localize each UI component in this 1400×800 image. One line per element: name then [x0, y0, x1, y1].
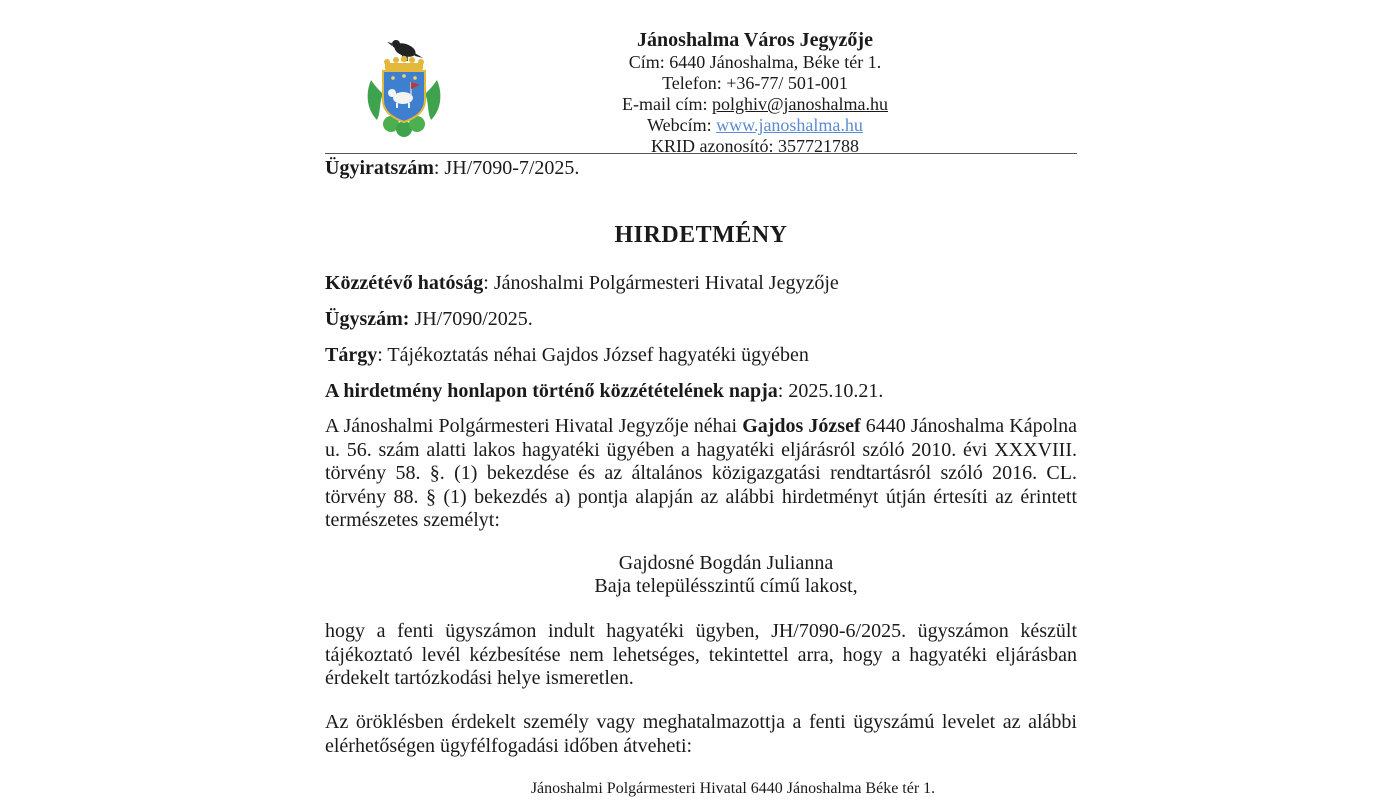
- header-divider: [325, 153, 1077, 154]
- organization-email-line: [570, 94, 940, 115]
- email-link[interactable]: polghiv@janoshalma.hu: [711, 94, 889, 114]
- file-number: [325, 156, 579, 180]
- meta-publishing-authority: [325, 271, 839, 295]
- meta-value: JH/7090/2025.: [409, 308, 533, 330]
- meta-publication-date: [325, 379, 883, 403]
- letterhead: [570, 28, 940, 157]
- email-label: E-mail cím:: [621, 94, 712, 114]
- meta-label: Közzétévő hatóság: [325, 272, 484, 294]
- meta-value: : Jánoshalmi Polgármesteri Hivatal Jegyzője: [483, 272, 839, 294]
- meta-label: Tárgy: [325, 344, 378, 366]
- notice-paragraph-3: Az öröklésben érdekelt személy vagy meghatalmazottja a fenti ügyszámú levelet az alábbi elérhetőségen ügyfélfogadási időben átveheti:: [325, 711, 1077, 757]
- meta-value: : 2025.10.21.: [777, 380, 884, 402]
- krid-id: KRID azonosító: 357721788: [651, 136, 859, 156]
- recipient-address: Baja településszintű című lakost,: [594, 575, 858, 597]
- web-label: Webcím:: [647, 115, 717, 135]
- paragraph-text: 6440 Jánoshalma Kápolna u. 56. szám alatti lakos hagyatéki ügyében a hagyatéki eljárásról szóló 2010. évi XXXVIII. törvény 58. §. (1) bekezdése és az általános közigazgatási rendtartásról szóló 2016. CL. törvény 88. § (1) bekezdés a) pontja alapján az alábbi hirdetményt útján értesíti az érintett természetes személyt:: [325, 415, 1077, 531]
- organization-name: Jánoshalma Város Jegyzője: [637, 29, 873, 51]
- meta-label: A hirdetmény honlapon történő közzétételének napja: [325, 380, 778, 402]
- recipient-name: Gajdosné Bogdán Julianna: [618, 552, 834, 574]
- paragraph-text: A Jánoshalmi Polgármesteri Hivatal Jegyzője néhai: [325, 415, 743, 437]
- meta-case-number: [325, 307, 533, 331]
- recipient-block: [325, 552, 1127, 598]
- file-number-value: : JH/7090-7/2025.: [433, 157, 580, 179]
- coat-of-arms-icon: [363, 36, 445, 138]
- crown-icon: [384, 56, 424, 70]
- document-title: HIRDETMÉNY: [614, 222, 788, 248]
- deceased-name: Gajdos József: [742, 415, 861, 437]
- meta-value: : Tájékoztatás néhai Gajdos József hagyatéki ügyében: [377, 344, 809, 366]
- organization-address: Cím: 6440 Jánoshalma, Béke tér 1.: [628, 52, 882, 72]
- notice-paragraph-2: hogy a fenti ügyszámon indult hagyatéki ügyben, JH/7090-6/2025. ügyszámon készült tájékoztató levél kézbesítése nem lehetséges, tekintettel arra, hogy a hagyatéki eljárásban érdekelt tartózkodási helye ismeretlen.: [325, 620, 1077, 689]
- document-page: [325, 0, 1077, 800]
- organization-web-line: [570, 115, 940, 136]
- organization-phone: Telefon: +36-77/ 501-001: [662, 73, 848, 93]
- meta-subject: [325, 343, 809, 367]
- meta-label: Ügyszám:: [325, 308, 410, 330]
- notice-paragraph-1: [325, 415, 1077, 533]
- website-link[interactable]: www.janoshalma.hu: [716, 115, 863, 135]
- file-number-label: Ügyiratszám: [325, 157, 434, 179]
- office-address: Jánoshalmi Polgármesteri Hivatal 6440 Jánoshalma Béke tér 1.: [530, 780, 936, 797]
- shield-icon: [383, 71, 425, 122]
